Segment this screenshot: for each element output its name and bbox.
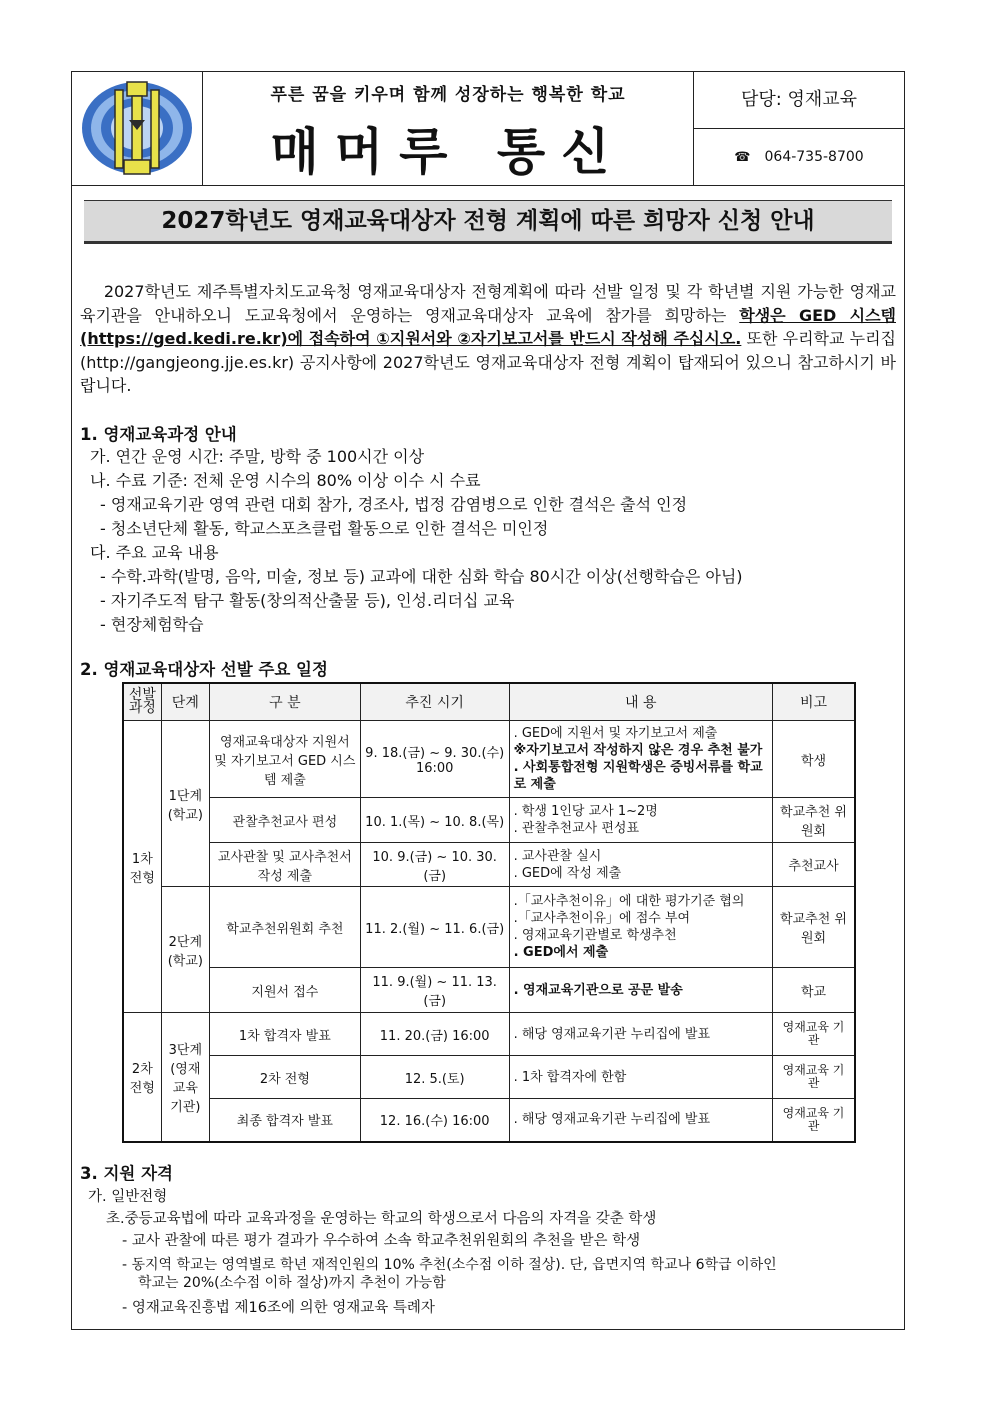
note-cell: 학교추천 위원회	[773, 887, 855, 968]
newsletter-title-cell	[203, 72, 694, 185]
notice-title: 2027학년도 영재교육대상자 전형 계획에 따른 희망자 신청 안내	[84, 200, 892, 244]
content-line: . 사회통합전형 지원학생은 증빙서류를 학교로 제출	[513, 760, 763, 792]
section3-heading: 3. 지원 자격	[80, 1164, 173, 1183]
column-header: 구 분	[209, 683, 360, 721]
content-line: . GED에 작성 제출	[513, 865, 622, 881]
table-row	[123, 798, 855, 843]
newsletter-name: 매머루 통신	[270, 123, 626, 181]
note-cell: 영재교육 기 관	[773, 1099, 855, 1142]
content-line: .「교사추천이유」에 점수 부여	[513, 911, 691, 926]
content-cell	[509, 721, 772, 798]
note-cell: 학교	[773, 968, 855, 1013]
item-cell: 최종 합격자 발표	[209, 1099, 360, 1142]
section1-line: - 현장체험학습	[100, 615, 204, 634]
process-cell: 1차 전형	[123, 721, 161, 1013]
table-row	[123, 1013, 855, 1056]
section3-line: - 교사 관찰에 따른 평가 결과가 우수하여 소속 학교추천위원회의 추천을 받은 학생	[122, 1233, 641, 1249]
telephone-icon: ☎	[734, 150, 751, 165]
item-cell: 관찰추천교사 편성	[209, 798, 360, 843]
newsletter-header	[72, 72, 904, 186]
section1-line: - 자기주도적 탐구 활동(창의적산출물 등), 인성.리더십 교육	[100, 591, 515, 610]
content-cell: . 해당 영재교육기관 누리집에 발표	[509, 1099, 772, 1142]
item-cell: 1차 합격자 발표	[209, 1013, 360, 1056]
content-line: . GED에서 제출	[513, 945, 609, 960]
note-cell: 학교추천 위원회	[773, 798, 855, 843]
section3-line: 초.중등교육법에 따라 교육과정을 운영하는 학교의 학생으로서 다음의 자격을 갖춘 학생	[106, 1211, 657, 1227]
table-row	[123, 1099, 855, 1142]
period-cell: 9. 18.(금) ~ 9. 30.(수) 16:00	[360, 721, 509, 798]
column-header: 추진 시기	[360, 683, 509, 721]
school-emblem-icon	[72, 72, 202, 185]
column-header: 선발 과정	[123, 683, 161, 721]
stage-cell: 1단계 (학교)	[161, 721, 209, 887]
content-cell	[509, 887, 772, 968]
period-cell: 12. 16.(수) 16:00	[360, 1099, 509, 1142]
school-slogan: 푸른 꿈을 키우며 함께 성장하는 행복한 학교	[270, 85, 626, 105]
section3-line: - 동지역 학교는 영역별로 학년 재적인원의 10% 추천(소수점 이하 절상). 단, 읍면지역 학교나 6학급 이하인	[122, 1257, 777, 1273]
section1-line: - 청소년단체 활동, 학교스포츠클럽 활동으로 인한 결석은 미인정	[100, 519, 549, 538]
content-line: . 영재교육기관별로 학생추천	[513, 928, 677, 943]
table-row	[123, 1056, 855, 1099]
intro-emphasis: 학생은 GED 시스템(https://ged.kedi.re.kr)에 접속하여 ①지원서와 ②자기보고서를 반드시 작성해 주십시오.	[80, 305, 896, 348]
period-cell: 11. 20.(금) 16:00	[360, 1013, 509, 1056]
intro-paragraph	[80, 280, 896, 398]
contact-info	[694, 72, 904, 185]
column-header: 비고	[773, 683, 855, 721]
content-line: . 학생 1인당 교사 1~2명	[513, 804, 658, 819]
section2-heading: 2. 영재교육대상자 선발 주요 일정	[80, 660, 328, 679]
table-row	[123, 843, 855, 887]
item-cell: 영재교육대상자 지원서 및 자기보고서 GED 시스템 제출	[209, 721, 360, 798]
process-cell: 2차 전형	[123, 1013, 161, 1142]
table-header-row	[123, 683, 855, 721]
table-row	[123, 887, 855, 968]
column-header: 내 용	[509, 683, 772, 721]
item-cell: 2차 전형	[209, 1056, 360, 1099]
section1-line: 다. 주요 교육 내용	[90, 543, 219, 562]
content-cell: . 1차 합격자에 한함	[509, 1056, 772, 1099]
note-cell: 학생	[773, 721, 855, 798]
section1-line: - 영재교육기관 영역 관련 대회 참가, 경조사, 법정 감염병으로 인한 결석은 출석 인정	[100, 495, 688, 514]
note-cell: 추천교사	[773, 843, 855, 887]
manager-label: 담당: 영재교육	[694, 72, 904, 129]
newsletter-frame	[71, 71, 905, 1330]
section3-line: - 영재교육진흥법 제16조에 의한 영재교육 특례자	[122, 1300, 435, 1316]
phone-number-row	[694, 129, 904, 185]
period-cell: 11. 9.(월) ~ 11. 13.(금)	[360, 968, 509, 1013]
intro-text-1: 2027학년도 제주특별자치도교육청 영재교육대상자 전형계획에 따라 선발 일정 및 각 학년별 지원 가능한 영재교육기관을 안내하오니 도교육청에서 운영하는 영재교육대상자 교육에 참가를 희망하는	[80, 282, 896, 325]
period-cell: 12. 5.(토)	[360, 1056, 509, 1099]
section3-line: 학교는 20%(소수점 이하 절상)까지 추천이 가능함	[138, 1275, 446, 1291]
stage-cell: 3단계 (영재 교육 기관)	[161, 1013, 209, 1142]
content-cell	[509, 843, 772, 887]
section1-heading: 1. 영재교육과정 안내	[80, 425, 237, 444]
note-cell: 영재교육 기 관	[773, 1056, 855, 1099]
section1-line: - 수학.과학(발명, 음악, 미술, 정보 등) 교과에 대한 심화 학습 80시간 이상(선행학습은 아님)	[100, 567, 743, 586]
content-line: . 관찰추천교사 편성표	[513, 821, 639, 836]
column-header: 단계	[161, 683, 209, 721]
section1-line: 나. 수료 기준: 전체 운영 시수의 80% 이상 이수 시 수료	[90, 471, 481, 490]
item-cell: 학교추천위원회 추천	[209, 887, 360, 968]
content-line: . GED에 지원서 및 자기보고서 제출	[513, 726, 718, 741]
period-cell: 10. 9.(금) ~ 10. 30.(금)	[360, 843, 509, 887]
period-cell: 11. 2.(월) ~ 11. 6.(금)	[360, 887, 509, 968]
content-cell: . 영재교육기관으로 공문 발송	[509, 968, 772, 1013]
content-line: ※자기보고서 작성하지 않은 경우 추천 불가	[513, 743, 763, 758]
selection-schedule-table	[122, 682, 856, 1143]
table-row	[123, 968, 855, 1013]
phone-number: 064-735-8700	[764, 149, 864, 165]
period-cell: 10. 1.(목) ~ 10. 8.(목)	[360, 798, 509, 843]
item-cell: 교사관찰 및 교사추천서 작성 제출	[209, 843, 360, 887]
section3-line: 가. 일반전형	[88, 1189, 168, 1205]
section1-line: 가. 연간 운영 시간: 주말, 방학 중 100시간 이상	[90, 447, 425, 466]
note-cell: 영재교육 기 관	[773, 1013, 855, 1056]
table-row	[123, 721, 855, 798]
content-line: .「교사추천이유」에 대한 평가기준 협의	[513, 894, 745, 909]
item-cell: 지원서 접수	[209, 968, 360, 1013]
school-logo	[72, 72, 203, 185]
content-cell	[509, 798, 772, 843]
intro-text-2: 또한 우리학교 누리집(http://gangjeong.jje.es.kr) 공지사항에 2027학년도 영재교육대상자 전형 계획이 탑재되어 있으니 참고하시기 바랍니다.	[80, 329, 896, 395]
content-cell: . 해당 영재교육기관 누리집에 발표	[509, 1013, 772, 1056]
stage-cell: 2단계 (학교)	[161, 887, 209, 1013]
content-line: . 교사관찰 실시	[513, 848, 602, 864]
